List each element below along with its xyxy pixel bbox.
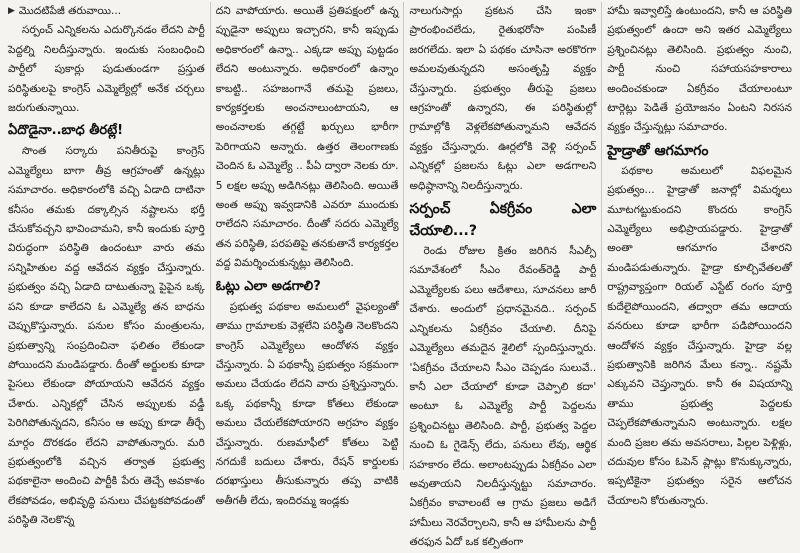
column1-paragraph-1: సర్పంచ్ ఎన్నికలను ఎదుర్కొనడం లేదని పార్టీ పెద్దల్ని నిలదీస్తున్నారు. ఇందుకు సంబంధించి పార్టీలో పుకార్లు పుడుతుండగా ప్రస్తుత పరిస్థితులపై కాంగ్రెస్ ఎమ్మెల్యేల్లో అనేక చర్చలు జరుగుతున్నాయి. <box>8 24 205 115</box>
triangle-bullet-icon: ▶ <box>8 6 15 16</box>
column3-paragraph-1: నాలుగుసార్లు ప్రకటన చేసి ఇంకా ప్రారంభించలేదు, రైతుభరోసా పంపిణీ జరగలేదు. ఇలా ఏ పథకం చూసినా అరకొరగా అమలవుతున్నదని అసంతృప్తి వ్యక్తం చేస్తున్నారు. ప్రభుత్వం తీరుపై ప్రజలు ఆగ్రహంతో ఉన్నారని, ఈ పరిస్థితుల్లో గ్రామాల్లోకి వెళ్లలేకపోతున్నామని ఆవేదన వ్యక్తం చేస్తున్నారు. ఊర్లలోకి వెళ్లి సర్పంచ్ ఎన్నికల్లో ప్రజలను ఓట్లు ఎలా అడగాలని అధిష్ఠానాన్ని నిలదీస్తున్నారు. <box>409 5 597 192</box>
article-column-4 <box>601 2 797 507</box>
continuation-label-text: మొదటిపేజీ తరువాయి... <box>18 5 122 17</box>
article-column-1 <box>3 2 210 527</box>
column1-paragraph-2: సొంత సర్కారు పనితీరుపై కాంగ్రెస్ ఎమ్మెల్యేలు బాగా తీవ్ర ఆగ్రహంతో ఉన్నట్లు సమాచారం. అధికారంలోకి వచ్చి ఏడాది దాటినా కనీసం తమకు దక్కాల్సిన నష్టాలను భర్తీ చేసుకోవచ్చని భావించామని, కానీ ఇందుకు పూర్తి విరుద్ధంగా పరిస్థితి ఉందంటూ వారు తమ సన్నిహితుల వద్ద ఆవేదన వ్యక్తం చేస్తున్నారు. ప్రభుత్వం వచ్చి ఏడాది దాటుతున్నా పైపైన ఒక్క పని కూడా కాలేదని ఓ ఎమ్మెల్యే తన బాధను చెప్పుకొస్తున్నారు. పనుల కోసం మంత్రులను, ప్రభుత్వాన్ని సంప్రదించినా ఫలితం లేకుండా పోయిందని మండిపడ్డారు. దీంతో అర్జులకు కూడా పైసలు లేకుండా పోయాయని ఆవేదన వ్యక్తం చేశారు. ఎన్నికల్లో చేసిన అప్పులకు వడ్డీ పెరిగిపోతున్నదని, కనీసం ఆ అప్పు కూడా తీర్చే మార్గం దొరకడం లేదని వాపోతున్నారు. మరి ప్రభుత్వంలోకి వచ్చిన తర్వాత ప్రభుత్వ పథకాలైనా అందించి పార్టీకి పేరు తెచ్చే అవకాశం లేకపోవడం, అభివృద్ధి పనులు చేపట్టకపోవడంతో పరిస్థితి నెలకొన్న <box>8 145 205 527</box>
column4-paragraph-2: పథకాల అమలులో విఫలమైన ప్రభుత్వం... హైడ్రాతో జనాల్లో విమర్శలు మూటగట్టుకుందని కొందరు కాంగ్రెస్ ఎమ్మెల్యేలు అభిప్రాయపడ్డారు. హైడ్రాతో అంతా ఆగమాగం చేశారని మండిపడుతున్నారు. హైడ్రా కూల్చివేతలతో రాష్ట్రవ్యాప్తంగా రియల్ ఎస్టేట్ రంగం పూర్తి కుదేలైపోయిందని, తద్వారా తమ ఆదాయ వనరులు కూడా భారీగా పడిపోయిందని ఆందోళన వ్యక్తం చేస్తున్నారు. హైడ్రా వల్ల ప్రభుత్వానికి జరిగిన మేలు కన్నా.. నష్టమే ఎక్కువని చెప్తున్నారు. కానీ ఈ విషయాన్ని తాము ప్రభుత్వ పెద్దలకు చెప్పలేకపోతున్నామని అంటున్నారు. లక్షల మంది ప్రజల తమ అవసరాలు, పిల్లల పెళ్లిళ్లు, చదువుల కోసం ఓపెన్ ప్లాట్లు కొనుక్కున్నారు, ఇప్పటికైనా ప్రభుత్వం సరైన ఆలోచన చేయాలని కోరుతున్నారు. <box>607 164 792 507</box>
continuation-label <box>8 2 205 21</box>
column2-paragraph-1: దని వాపోయారు. అయితే ప్రతిపక్షంలో ఉన్న ప్పుడైనా అప్పులు ఇచ్చారని, కానీ ఇప్పుడు అధికారంలో ఉన్నా.. ఎక్కడా అప్పు పుట్టడం లేదని అంటున్నారు. అధికారంలో ఉన్నాం కాబట్టి.. సహజంగానే తమపై ప్రజలు, కార్యకర్తలకు అంచనాలుంటాయని, ఆ అంచనాలకు తగ్గట్టే ఖర్చులు భారీగా పెరిగాయని అన్నారు. ఉత్తర తెలంగాణకు చెందిన ఓ ఎమ్మెల్యే .. పీఏ ద్వారా నెలకు రూ. 5 లక్షల అప్పు అడిగినట్లు తెలిసింది. అయితే అంత అప్పు ఇవ్వడానికి ఎవరూ ముందుకు రాలేదని సమాచారం. దీంతో సదరు ఎమ్మెల్యే తన పరిస్థితి, పరపతిపై తనకుతానే కార్యకర్తల వద్ద విమర్శించుకున్నట్లు తెలిసింది. <box>215 5 399 270</box>
column2-subheading: ఓట్లు ఎలా అడగాలి? <box>215 278 321 294</box>
article-column-2 <box>210 2 404 507</box>
column3-paragraph-2: రెండు రోజుల క్రితం జరిగిన సీఎల్పీ సమావేశంలో సీఎం రేవంత్‌రెడ్డి పార్టీ ఎమ్మెల్యేలకు పలు ఆదేశాలు, సూచనలు జారీ చేశారు. అందులో ప్రధానమైనది.. సర్పంచ్ ఎన్నికలను ఏకగ్రీవం చేయాలి. దీనిపై ఎమ్మెల్యేలు తమదైన శైలిలో స్పందిస్తున్నారు. 'ఏకగ్రీవం చేయాలని సీఎం చెప్పడం సులువే.. కానీ ఎలా చేయాలో కూడా చెప్పాలి కదా' అంటూ ఓ ఎమ్మెల్యే పార్టీ పెద్దలను ప్రశ్నించినట్టు తెలిసింది. పార్టీ, ప్రభుత్వ పెద్దల నుంచి ఓ గైడెన్స్ లేదు, పనులు లేవు, ఆర్థిక సహకారం లేదు. అలాంటప్పుడు ఏకగ్రీవం ఎలా అవుతాయని నిలదీస్తున్నట్టు సమాచారం. ఏకగ్రీవం కావాలంటే ఆ గ్రామ ప్రజలు అడిగే హామీలు నెరవేర్చాలని, కానీ ఆ హామీలను పార్టీ తరఫున ఏదో ఒక కల్పితంగా <box>409 245 597 549</box>
column4-paragraph-1: హామీ ఇవ్వాలిస్తే ఉంటుందని, కానీ ఆ పరిస్థితి ప్రభుత్వంలో ఉందా అని ఇతర ఎమ్మెల్యేలు ప్రశ్నించినట్లు తెలిసింది. ప్రభుత్వం నుంచి, పార్టీ నుంచి సహాయసహకారాలు అందించకుండా ఏకగ్రీవం చేయాలంటూ టార్గెట్లు పెడితే ప్రయోజనం ఏంటని నిరసన వ్యక్తం చేస్తున్నట్లు సమాచారం. <box>607 5 792 134</box>
article-column-3 <box>403 2 601 549</box>
column2-paragraph-2: ప్రభుత్వ పథకాల అమలులో వైఫల్యంతో తాము గ్రామాలకు వెళ్లలేని పరిస్థితి నెలకొందని కాంగ్రెస్ ఎమ్మెల్యేలు ఆందోళన వ్యక్తం చేస్తున్నారు. ఏ పథకాన్నీ ప్రభుత్వం సక్రమంగా అమలు చేయడం లేదని వారు ప్రశ్నిస్తున్నారు. ఒక్క పథకాన్నీ కూడా కోతలు లేకుండా అమలు చేయలేకపోయారని అగ్రహం వ్యక్తం చేస్తున్నారు. రుణమాఫీలో కోతలు పెట్టి నగదుకే బదులు చేశారు, రేషన్ కార్డులకు దరఖాస్తులు తీసుకున్నారు తప్ప వాటికి అతీగతీ లేదు, ఇందిరమ్మ ఇండ్లకు <box>215 300 399 507</box>
column4-subheading: హైడ్రాతో ఆగమాగం <box>607 142 709 159</box>
column3-subheading: సర్పంచ్ ఏకగ్రీవం ఎలా చేయాలి...? <box>409 201 597 240</box>
column1-subheading: ఏదొడైనా..బాధ తీరట్లే! <box>8 123 124 139</box>
